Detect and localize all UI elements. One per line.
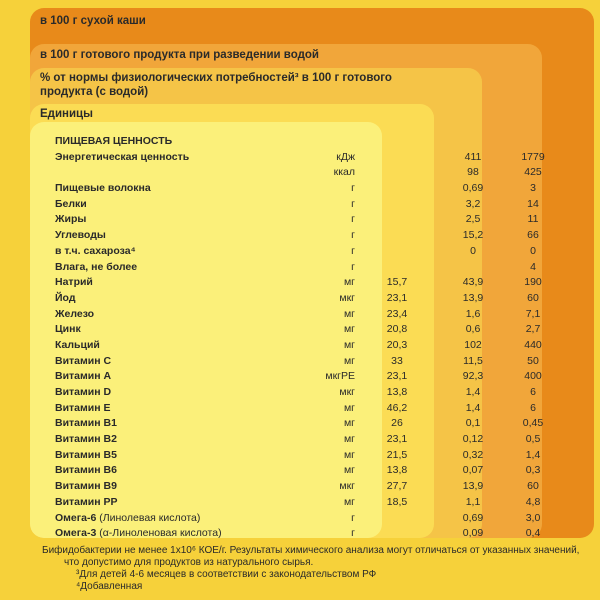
unit-cell-value: мг bbox=[343, 433, 355, 446]
nutrition-table bbox=[55, 134, 595, 542]
nutrient-name bbox=[55, 181, 151, 197]
dry-cell-value: 0,5 bbox=[525, 433, 541, 446]
unit-cell-value: г bbox=[351, 527, 355, 540]
prepared-cell-value: 0 bbox=[470, 244, 476, 257]
percent-cell-value: 20,8 bbox=[386, 323, 408, 336]
nutrient-name-main: Омега-3 bbox=[55, 527, 97, 540]
table-row bbox=[55, 244, 595, 260]
table-row bbox=[55, 479, 595, 495]
nutrient-name bbox=[55, 432, 117, 448]
nutrient-name bbox=[55, 526, 222, 542]
dry-cell-value: 6 bbox=[530, 401, 536, 414]
nutrient-name-main: Витамин В1 bbox=[55, 417, 117, 430]
header-dry: в 100 г сухой каши bbox=[40, 15, 146, 27]
nutrient-name-main: Витамин С bbox=[55, 354, 112, 367]
percent-cell-value: 20,3 bbox=[386, 338, 408, 351]
nutrient-name bbox=[55, 150, 189, 166]
section-title: ПИЩЕВАЯ ЦЕННОСТЬ bbox=[55, 135, 173, 147]
unit-cell-value: мг bbox=[343, 276, 355, 289]
prepared-cell-value: 1,1 bbox=[465, 495, 481, 508]
nutrient-name-main: Витамин Е bbox=[55, 401, 111, 414]
footnote-line: ³Для детей 4-6 месяцев в соответствии с законодательством РФ bbox=[76, 569, 377, 580]
percent-cell-value: 13,8 bbox=[386, 464, 408, 477]
dry-cell-value: 7,1 bbox=[525, 307, 541, 320]
unit-cell-value: мг bbox=[343, 307, 355, 320]
unit-cell-value: мг bbox=[343, 323, 355, 336]
nutrient-name-main: Цинк bbox=[55, 323, 81, 336]
nutrient-name bbox=[55, 385, 111, 401]
percent-cell-value: 33 bbox=[391, 354, 403, 367]
percent-cell-value: 13,8 bbox=[386, 386, 408, 398]
dry-cell-value: 1,4 bbox=[525, 448, 541, 461]
prepared-cell-value: 1,4 bbox=[465, 386, 481, 398]
unit-cell-value: мг bbox=[343, 448, 355, 461]
prepared-cell-value: 0,07 bbox=[462, 464, 484, 477]
nutrient-name-main: Витамин В5 bbox=[55, 448, 117, 461]
nutrient-name bbox=[55, 197, 87, 213]
table-row bbox=[55, 165, 595, 181]
nutrient-name-main: Витамин РР bbox=[55, 495, 118, 508]
prepared-cell-value: 1,6 bbox=[465, 307, 481, 320]
table-row bbox=[55, 448, 595, 464]
nutrient-name bbox=[55, 322, 81, 338]
dry-cell-value: 3 bbox=[530, 182, 536, 195]
table-row bbox=[55, 495, 595, 511]
nutrient-name-main: Углеводы bbox=[55, 229, 106, 242]
table-row bbox=[55, 150, 595, 166]
table-row bbox=[55, 212, 595, 228]
nutrient-name bbox=[55, 369, 111, 385]
table-row bbox=[55, 463, 595, 479]
nutrient-name-main: Натрий bbox=[55, 276, 93, 289]
unit-cell-value: г bbox=[351, 213, 355, 226]
header-percent: % от нормы физиологических потребностей³ в 100 г готового продукта (с водой) bbox=[40, 72, 392, 98]
nutrient-name-main: Витамин А bbox=[55, 370, 112, 383]
unit-cell-value: мкг bbox=[339, 480, 355, 493]
unit-cell-value: ккал bbox=[333, 166, 356, 179]
dry-cell-value: 4,8 bbox=[525, 495, 541, 508]
nutrient-name bbox=[55, 448, 117, 464]
prepared-cell-value: 13,9 bbox=[462, 480, 484, 493]
prepared-cell-value: 11,5 bbox=[463, 354, 483, 367]
prepared-cell-value: 0,6 bbox=[465, 323, 481, 336]
footnote-line: Бифидобактерии не менее 1х10⁶ КОЕ/г. Результаты химического анализа могут отличаться от указанных значений, bbox=[42, 545, 580, 556]
nutrient-name-main: Белки bbox=[55, 197, 87, 210]
nutrient-name-main: Витамин В2 bbox=[55, 433, 117, 446]
table-row bbox=[55, 228, 595, 244]
unit-cell-value: мг bbox=[343, 417, 355, 430]
nutrient-name bbox=[55, 275, 93, 291]
percent-cell-value: 26 bbox=[391, 417, 403, 430]
percent-cell-value: 46,2 bbox=[386, 401, 408, 414]
nutrient-name bbox=[55, 495, 118, 511]
nutrient-name-main: Энергетическая ценность bbox=[55, 150, 190, 163]
prepared-cell-value: 43,9 bbox=[462, 276, 484, 289]
nutrient-name-main: Омега-6 bbox=[55, 511, 97, 524]
nutrient-name-main: Витамин В6 bbox=[55, 464, 117, 477]
nutrient-name bbox=[55, 244, 136, 260]
dry-cell-value: 4 bbox=[530, 260, 536, 273]
table-row bbox=[55, 526, 595, 542]
nutrient-name-main: Витамин D bbox=[55, 386, 112, 398]
table-row bbox=[55, 338, 595, 354]
nutrient-name bbox=[55, 307, 94, 323]
table-row bbox=[55, 275, 595, 291]
footnotes bbox=[42, 545, 592, 593]
unit-cell-value: г bbox=[351, 229, 355, 242]
nutrient-name bbox=[55, 338, 100, 354]
nutrient-name-main: Влага, не более bbox=[55, 260, 138, 273]
nutrient-name-main: Железо bbox=[55, 307, 95, 320]
unit-cell-value: мкгРЕ bbox=[325, 370, 355, 383]
table-row bbox=[55, 369, 595, 385]
percent-cell-value: 23,1 bbox=[386, 433, 408, 446]
unit-cell-value: мг bbox=[343, 495, 355, 508]
dry-cell-value: 60 bbox=[527, 480, 539, 493]
prepared-cell-value: 102 bbox=[464, 338, 482, 351]
dry-cell-value: 190 bbox=[524, 276, 542, 289]
table-row bbox=[55, 432, 595, 448]
unit-cell-value: мг bbox=[343, 401, 355, 414]
unit-cell-value: г bbox=[351, 197, 355, 210]
nutrient-name bbox=[55, 228, 106, 244]
unit-cell-value: мкг bbox=[339, 291, 355, 304]
dry-cell-value: 0,3 bbox=[525, 464, 541, 477]
percent-cell-value: 23,1 bbox=[386, 370, 408, 383]
table-row bbox=[55, 291, 595, 307]
prepared-cell-value: 1,4 bbox=[465, 401, 481, 414]
dry-cell-value: 3,0 bbox=[525, 511, 541, 524]
dry-cell-value: 60 bbox=[527, 291, 539, 304]
dry-cell-value: 6 bbox=[530, 386, 536, 398]
dry-cell-value: 0,4 bbox=[525, 527, 541, 540]
dry-cell-value: 50 bbox=[527, 354, 539, 367]
dry-cell-value: 400 bbox=[524, 370, 542, 383]
nutrient-name bbox=[55, 479, 117, 495]
table-row bbox=[55, 354, 595, 370]
percent-cell-value: 27,7 bbox=[386, 480, 408, 493]
footnote-line: ⁴Добавленная bbox=[76, 581, 143, 592]
unit-cell-value: кДж bbox=[336, 150, 356, 163]
prepared-cell-value: 0,32 bbox=[462, 448, 484, 461]
unit-cell-value: г bbox=[351, 511, 355, 524]
nutrient-name bbox=[55, 401, 111, 417]
prepared-cell-value: 3,2 bbox=[465, 197, 481, 210]
nutrient-name bbox=[55, 260, 137, 276]
table-row bbox=[55, 322, 595, 338]
header-prepared: в 100 г готового продукта при разведении водой bbox=[40, 49, 319, 61]
unit-cell-value: г bbox=[351, 182, 355, 195]
table-row bbox=[55, 401, 595, 417]
unit-cell-value: г bbox=[351, 260, 355, 273]
table-row bbox=[55, 385, 595, 401]
nutrient-name bbox=[55, 354, 111, 370]
header-units: Единицы bbox=[40, 108, 93, 120]
unit-cell-value: г bbox=[351, 244, 355, 257]
nutrient-name bbox=[55, 291, 76, 307]
percent-cell-value: 18,5 bbox=[386, 495, 408, 508]
percent-cell-value: 23,1 bbox=[386, 291, 408, 304]
dry-cell-value: 11 bbox=[527, 213, 539, 226]
nutrient-name bbox=[55, 212, 86, 228]
nutrient-name-main: Пищевые волокна bbox=[55, 182, 151, 195]
prepared-cell-value: 2,5 bbox=[465, 213, 481, 226]
prepared-cell-value: 0,69 bbox=[462, 511, 484, 524]
table-row bbox=[55, 511, 595, 527]
percent-cell-value: 23,4 bbox=[386, 307, 408, 320]
nutrient-name-main: Кальций bbox=[55, 338, 100, 351]
prepared-cell-value: 411 bbox=[464, 150, 482, 163]
prepared-cell-value: 15,2 bbox=[462, 229, 484, 242]
dry-cell-value: 0 bbox=[530, 244, 536, 257]
dry-cell-value: 0,45 bbox=[522, 417, 544, 430]
prepared-cell-value: 92,3 bbox=[462, 370, 484, 383]
table-row bbox=[55, 181, 595, 197]
nutrient-name-main: Йод bbox=[55, 291, 76, 304]
footnote-line: что допустимо для продуктов из натурального сырья. bbox=[64, 557, 314, 568]
nutrient-name bbox=[55, 416, 117, 432]
prepared-cell-value: 13,9 bbox=[462, 291, 484, 304]
dry-cell-value: 66 bbox=[527, 229, 539, 242]
nutrient-name-main: Жиры bbox=[55, 213, 87, 226]
dry-cell-value: 425 bbox=[524, 166, 542, 179]
prepared-cell-value: 0,12 bbox=[462, 433, 484, 446]
nutrient-name-main: в т.ч. сахароза⁴ bbox=[55, 244, 136, 257]
prepared-cell-value: 0,69 bbox=[462, 182, 484, 195]
percent-cell-value: 21,5 bbox=[386, 448, 408, 461]
table-row bbox=[55, 416, 595, 432]
unit-cell-value: мкг bbox=[339, 386, 355, 398]
nutrient-name bbox=[55, 511, 200, 527]
dry-cell-value: 2,7 bbox=[525, 323, 541, 336]
nutrient-name-main: Витамин В9 bbox=[55, 480, 117, 493]
prepared-cell-value: 0,09 bbox=[462, 527, 484, 540]
table-row bbox=[55, 260, 595, 276]
table-row bbox=[55, 197, 595, 213]
dry-cell-value: 1779 bbox=[521, 150, 545, 163]
dry-cell-value: 14 bbox=[527, 197, 539, 210]
nutrient-name-sub: (Линолевая кислота) bbox=[96, 511, 201, 524]
nutrient-name-sub: (α-Линоленовая кислота) bbox=[96, 527, 222, 540]
prepared-cell-value: 98 bbox=[467, 166, 479, 179]
unit-cell-value: мг bbox=[343, 354, 355, 367]
nutrient-name bbox=[55, 463, 117, 479]
prepared-cell-value: 0,1 bbox=[465, 417, 481, 430]
dry-cell-value: 440 bbox=[524, 338, 542, 351]
unit-cell-value: мг bbox=[343, 464, 355, 477]
table-row bbox=[55, 307, 595, 323]
percent-cell-value: 15,7 bbox=[386, 276, 408, 289]
unit-cell-value: мг bbox=[343, 338, 355, 351]
